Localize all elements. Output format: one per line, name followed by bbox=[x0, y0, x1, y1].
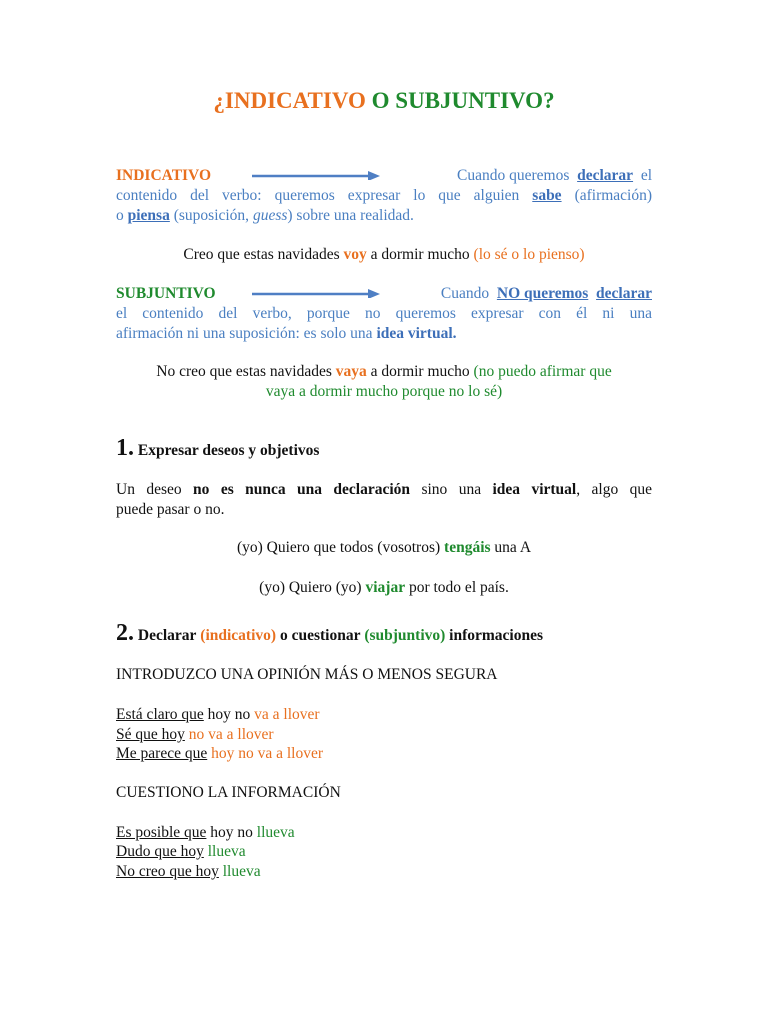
example2-text: No creo que estas navidades bbox=[156, 363, 332, 380]
section1-keyword-2: idea virtual bbox=[492, 481, 577, 498]
section2-subheading-sure: INTRODUZCO UNA OPINIÓN MÁS O MENOS SEGURA bbox=[116, 666, 498, 683]
example-indicativo bbox=[116, 245, 652, 265]
doubt-sentence-1 bbox=[116, 823, 295, 843]
indicativo-label: INDICATIVO bbox=[116, 167, 211, 184]
page-title bbox=[116, 88, 652, 114]
section2-heading bbox=[116, 619, 543, 650]
indicativo-line1-text: Cuando queremos bbox=[457, 167, 570, 184]
section1-text-c: , algo que bbox=[576, 481, 652, 498]
keyword-declarar: declarar bbox=[577, 167, 634, 184]
section1-ex2-verb: viajar bbox=[365, 579, 406, 596]
arrow-right-icon bbox=[252, 288, 382, 298]
section1-example-2 bbox=[116, 578, 652, 598]
section2-title-a: Declarar bbox=[137, 627, 197, 644]
doubt-lead: No creo que hoy bbox=[116, 863, 219, 880]
section1-title: Expresar deseos y objetivos bbox=[137, 442, 320, 459]
section2-title-c: informaciones bbox=[449, 627, 544, 644]
indicativo-line2-end: (afirmación) bbox=[574, 187, 653, 204]
section2-title-b: o cuestionar bbox=[279, 627, 361, 644]
doubt-lead: Dudo que hoy bbox=[116, 843, 204, 860]
section2-title-subjuntivo: (subjuntivo) bbox=[364, 627, 446, 644]
title-part-indicativo: ¿INDICATIVO bbox=[213, 88, 366, 113]
section1-text-line2: puede pasar o no. bbox=[116, 501, 225, 518]
example1-note: (lo sé o lo pienso) bbox=[473, 246, 585, 263]
example2-text-2: a dormir mucho bbox=[370, 363, 470, 380]
keyword-piensa: piensa bbox=[127, 207, 170, 224]
section1-example-1 bbox=[116, 538, 652, 558]
keyword-idea-virtual: idea virtual. bbox=[376, 325, 457, 342]
section2-title-indicativo: (indicativo) bbox=[200, 627, 277, 644]
subjuntivo-line3-text: afirmación ni una suposición: es solo una bbox=[116, 325, 373, 342]
doubt-verb: llueva bbox=[222, 863, 261, 880]
sure-sentence-3 bbox=[116, 744, 323, 764]
sure-lead: Sé que hoy bbox=[116, 726, 185, 743]
section1-heading bbox=[116, 434, 319, 465]
sure-lead: Me parece que bbox=[116, 745, 208, 762]
section2-number: 2. bbox=[116, 620, 134, 646]
doubt-sentence-3 bbox=[116, 862, 261, 882]
sure-sentence-1 bbox=[116, 705, 320, 725]
keyword-declarar-2: declarar bbox=[596, 285, 652, 302]
sure-mid: hoy no bbox=[207, 706, 251, 723]
example1-text: Creo que estas navidades bbox=[183, 246, 340, 263]
sure-verb: no va a llover bbox=[188, 726, 274, 743]
keyword-sabe: sabe bbox=[532, 187, 562, 204]
section1-ex1-text-2: una A bbox=[494, 539, 532, 556]
sure-lead: Está claro que bbox=[116, 706, 204, 723]
section1-ex1-verb: tengáis bbox=[444, 539, 491, 556]
subjuntivo-definition bbox=[116, 284, 652, 344]
sure-sentence-2 bbox=[116, 725, 274, 745]
indicativo-line2-text: contenido del verbo: queremos expresar lo que alguien bbox=[116, 187, 520, 204]
example1-verb: voy bbox=[343, 246, 367, 263]
subjuntivo-label: SUBJUNTIVO bbox=[116, 285, 216, 302]
subjuntivo-line2: el contenido del verbo, porque no queremos expresar con él ni una bbox=[116, 305, 652, 322]
indicativo-line3-o: o bbox=[116, 207, 124, 224]
keyword-guess: guess bbox=[252, 207, 288, 224]
example1-text-2: a dormir mucho bbox=[370, 246, 470, 263]
example2-note: (no puedo afirmar que bbox=[473, 363, 612, 380]
keyword-no-queremos: NO queremos bbox=[496, 285, 589, 302]
section1-ex2-text-2: por todo el país. bbox=[408, 579, 509, 596]
title-part-subjuntivo: O SUBJUNTIVO? bbox=[371, 88, 555, 113]
example2-note-line2: vaya a dormir mucho porque no lo sé) bbox=[265, 383, 503, 400]
section1-text-a: Un deseo bbox=[116, 481, 182, 498]
doubt-lead: Es posible que bbox=[116, 824, 207, 841]
section1-ex2-text: (yo) Quiero (yo) bbox=[259, 579, 362, 596]
example2-verb: vaya bbox=[335, 363, 367, 380]
doubt-verb: llueva bbox=[207, 843, 246, 860]
doubt-sentence-2 bbox=[116, 842, 246, 862]
sure-verb: va a llover bbox=[254, 706, 320, 723]
indicativo-line3-text: (suposición, bbox=[173, 207, 250, 224]
section1-number: 1. bbox=[116, 435, 134, 461]
section1-keyword-1: no es nunca una declaración bbox=[193, 481, 411, 498]
section2-subheading-doubt: CUESTIONO LA INFORMACIÓN bbox=[116, 784, 341, 801]
sure-verb: hoy no va a llover bbox=[211, 745, 324, 762]
indicativo-definition bbox=[116, 166, 652, 226]
indicativo-line3-end: ) sobre una realidad. bbox=[287, 207, 414, 224]
doubt-verb: llueva bbox=[256, 824, 295, 841]
section1-ex1-text: (yo) Quiero que todos (vosotros) bbox=[236, 539, 441, 556]
arrow-right-icon bbox=[252, 170, 382, 180]
section1-text-b: sino una bbox=[421, 481, 482, 498]
indicativo-line1-end: el bbox=[640, 167, 652, 184]
doubt-mid: hoy no bbox=[210, 824, 253, 841]
example-subjuntivo bbox=[116, 362, 652, 402]
section1-paragraph bbox=[116, 480, 652, 520]
subjuntivo-line1-text: Cuando bbox=[440, 285, 490, 302]
